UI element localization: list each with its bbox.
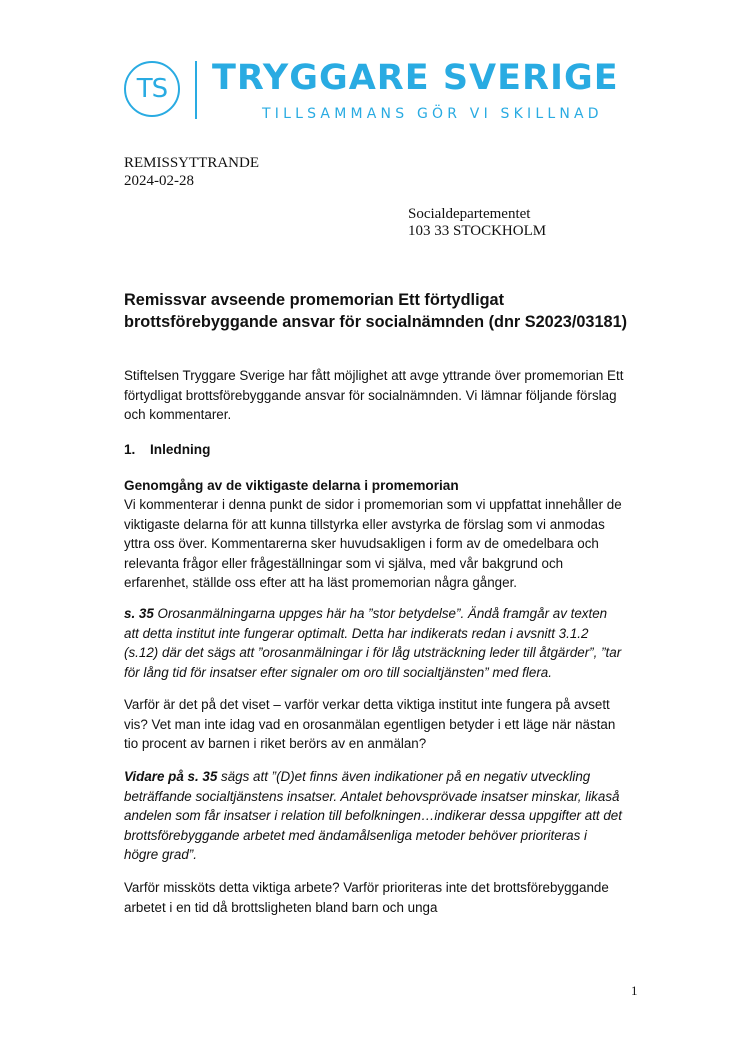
intro-paragraph: Stiftelsen Tryggare Sverige har fått möjlighet att avge yttrande över promemorian Ett förtydligat brottsförebyggande ansvar för socialnämnden. Vi lämnar följande förslag och kommentarer.: [124, 368, 624, 422]
document-type: REMISSYTTRANDE: [124, 155, 260, 171]
quote-text-1: Orosanmälningarna uppges här ha ”stor betydelse”. Ändå framgår av texten att detta institut inte fungerar optimalt. Detta har indikerats redan i avsnitt 3.1.2 (s.12) där det sägs att ”orosanmälningar i för låg utsträckning leder till åtgärder”, ”tar för lång tid för insatser efter signaler om oro till socialtjänsten” med flera.: [124, 606, 622, 680]
comment-paragraph-1: Varför är det på det viset – varför verkar detta viktiga institut inte fungera på avsett vis? Vet man inte idag vad en orosanmälan egentligen betyder i ett läge när nästan tio procent av barnen i riket berörs av en anmälan?: [124, 697, 616, 751]
quote-text-2: sägs att ”(D)et finns även indikationer på en negativ utveckling beträffande socialtjänstens insatser. Antalet behovsprövade insatser minskar, likaså andelen som får insatser i relation till befolkningen…indikerar dessa uppgifter att det brottsförebyggande arbetet med ändamålsenliga metoder behöver prioriteras i högre grad”.: [124, 769, 622, 862]
subsection-title: Genomgång av de viktigaste delarna i promemorian: [124, 478, 459, 493]
comment-paragraph-2: Varför missköts detta viktiga arbete? Varför prioriteras inte det brottsförebyggande arbetet i en tid då brottsligheten bland barn och unga: [124, 880, 609, 915]
quote-paragraph-2: [124, 767, 624, 865]
document-title: [124, 289, 644, 333]
quote-paragraph-1: [124, 604, 624, 682]
subsection-paragraph: Vi kommenterar i denna punkt de sidor i promemorian som vi uppfattat innehåller de viktigaste delarna för att kunna tillstyrka eller avstyrka de förslag som vi anmodas yttra oss över. Kommentarerna sker huvudsakligen i form av de omedelbara och relevanta frågor eller frågeställningar som vi själva, med vår bakgrund och erfarenhet, ställde oss efter att ha läst promemorian några gånger.: [124, 497, 622, 590]
logo-divider: [195, 61, 197, 119]
logo-initials: TS: [136, 74, 168, 104]
logo-emblem: [124, 61, 180, 117]
quote-ref-1: s. 35: [124, 606, 154, 621]
title-line-2: brottsförebyggande ansvar för socialnämnden (dnr S2023/03181): [124, 313, 628, 331]
section-heading: [124, 440, 624, 460]
document-date: 2024-02-28: [124, 173, 194, 189]
title-line-1: Remissvar avseende promemorian Ett förtydligat: [124, 291, 505, 309]
recipient-name: Socialdepartementet: [408, 206, 531, 222]
logo-name: TRYGGARE SVERIGE: [212, 58, 619, 98]
quote-ref-2: Vidare på s. 35: [124, 769, 218, 784]
recipient-address: 103 33 STOCKHOLM: [408, 223, 547, 239]
section-title: Inledning: [150, 442, 211, 457]
page-number: 1: [631, 983, 638, 998]
logo-tagline: TILLSAMMANS GÖR VI SKILLNAD: [262, 106, 603, 122]
section-number: 1.: [124, 442, 136, 457]
